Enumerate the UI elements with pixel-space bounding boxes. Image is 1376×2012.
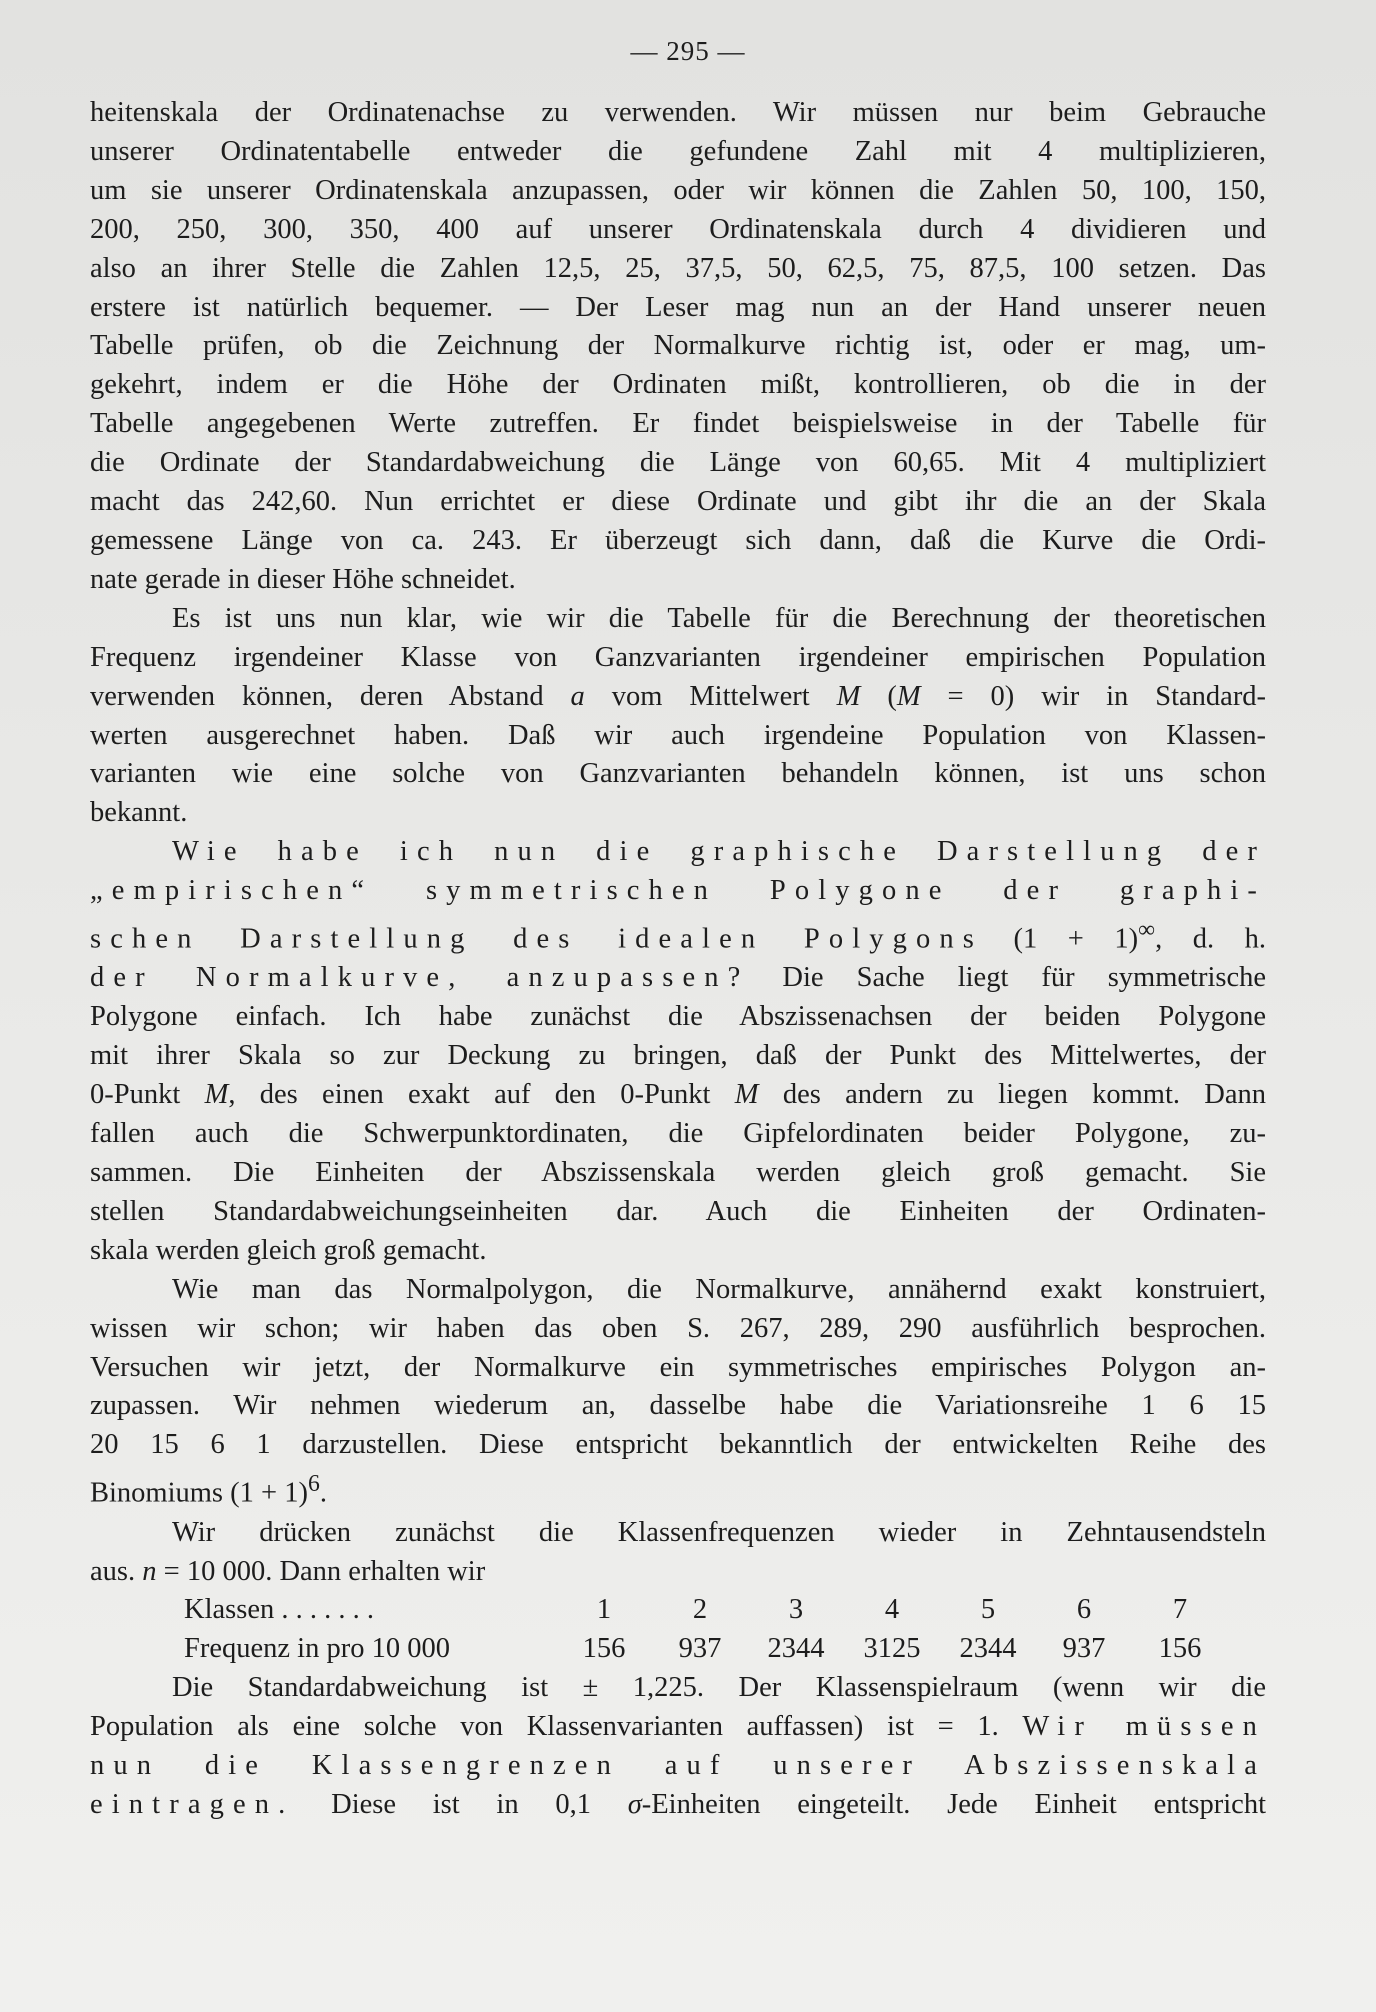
text-line: bekannt.: [90, 797, 188, 829]
text-line: macht das 242,60. Nun errichtet er diese Ordinate und gibt ihr die an der Skala: [90, 486, 1266, 518]
table-cell: 6: [1076, 1594, 1092, 1626]
table-row: [184, 1630, 1228, 1669]
text-line: gemessene Länge von ca. 243. Er überzeugt sich dann, daß die Kurve die Ordi-: [90, 524, 1266, 556]
table-cell: 937: [678, 1633, 722, 1665]
text-line: fallen auch die Schwerpunktordinaten, die Gipfelordinaten beider Polygone, zu-: [90, 1118, 1266, 1150]
text-line: werten ausgerechnet haben. Daß wir auch irgendeine Population von Klassen-: [90, 719, 1266, 751]
text-line: die Ordinate der Standardabweichung die Länge von 60,65. Mit 4 multipliziert: [90, 447, 1266, 479]
body-text: [90, 94, 1266, 1825]
table-cell: 2344: [767, 1633, 825, 1665]
text-line: Binomiums $(1 + 1)^6$.: [90, 1471, 327, 1509]
text-line: Wir drücken zunächst die Klassenfrequenzen wieder in Zehntausendsteln: [172, 1516, 1266, 1548]
text-line: sammen. Die Einheiten der Abszissenskala werden gleich groß gemacht. Sie: [90, 1156, 1266, 1188]
text-line: Wie man das Normalpolygon, die Normalkurve, annähernd exakt konstruiert,: [172, 1273, 1266, 1305]
table-cell: 2344: [959, 1633, 1017, 1665]
text-line: stellen Standardabweichungseinheiten dar. Auch die Einheiten der Ordinaten-: [90, 1195, 1266, 1227]
text-line: zupassen. Wir nehmen wiederum an, dasselbe habe die Variationsreihe 1 6 15: [90, 1390, 1266, 1422]
frequency-table: [184, 1591, 1228, 1669]
text-line: schen Darstellung des idealen Polygons (1 + 1)∞, d. h.: [90, 917, 1267, 955]
row-label: Klassen . . . . . . .: [184, 1594, 374, 1626]
table-cell: 156: [582, 1633, 626, 1665]
text-line: unserer Ordinatentabelle entweder die gefundene Zahl mit 4 multiplizieren,: [90, 135, 1266, 167]
text-line: Versuchen wir jetzt, der Normalkurve ein symmetrisches empirisches Polygon an-: [90, 1351, 1266, 1383]
text-line: Population als eine solche von Klassenvarianten auffassen) ist = 1. Wir müssen: [90, 1711, 1266, 1743]
table-cell: 5: [980, 1594, 996, 1626]
text-line: 0-Punkt M, des einen exakt auf den 0-Punkt M des andern zu liegen kommt. Dann: [90, 1079, 1267, 1111]
text-line: heitenskala der Ordinatenachse zu verwenden. Wir müssen nur beim Gebrauche: [90, 97, 1266, 128]
table-cell: 1: [596, 1594, 612, 1626]
text-line: skala werden gleich groß gemacht.: [90, 1234, 487, 1266]
text-line: gekehrt, indem er die Höhe der Ordinaten mißt, kontrollieren, ob die in der: [90, 369, 1266, 401]
table-row: [184, 1591, 1228, 1630]
text-line: Polygone einfach. Ich habe zunächst die Abszissenachsen der beiden Polygone: [90, 1001, 1266, 1033]
text-line: der Normalkurve, anzupassen? Die Sache liegt für symmetrische: [90, 962, 1266, 994]
text-line: mit ihrer Skala so zur Deckung zu bringen, daß der Punkt des Mittelwertes, der: [90, 1040, 1266, 1072]
text-line: Frequenz irgendeiner Klasse von Ganzvarianten irgendeiner empirischen Population: [90, 641, 1266, 673]
text-line: varianten wie eine solche von Ganzvarianten behandeln können, ist uns schon: [90, 758, 1266, 790]
text-line: nun die Klassengrenzen auf unserer Abszissenskala: [90, 1750, 1266, 1782]
table-cell: 2: [692, 1594, 708, 1626]
text-line: 200, 250, 300, 350, 400 auf unserer Ordinatenskala durch 4 dividieren und: [90, 213, 1266, 245]
text-line: Es ist uns nun klar, wie wir die Tabelle für die Berechnung der theoretischen: [172, 602, 1266, 634]
text-line: nate gerade in dieser Höhe schneidet.: [90, 563, 516, 595]
table-cell: 7: [1172, 1594, 1188, 1626]
text-line: eintragen. Diese ist in 0,1 σ-Einheiten eingeteilt. Jede Einheit entspricht: [90, 1788, 1266, 1820]
text-line: um sie unserer Ordinatenskala anzupassen, oder wir können die Zahlen 50, 100, 150,: [90, 174, 1266, 206]
table-cell: 3125: [863, 1633, 921, 1665]
text-line: verwenden können, deren Abstand a vom Mittelwert M (M = 0) wir in Standard-: [90, 680, 1267, 712]
text-line: wissen wir schon; wir haben das oben S. 267, 289, 290 ausführlich besprochen.: [90, 1312, 1266, 1344]
row-label: Frequenz in pro 10 000: [184, 1633, 450, 1665]
text-line: Wie habe ich nun die graphische Darstellung der: [172, 836, 1266, 868]
table-cell: 937: [1062, 1633, 1106, 1665]
text-line: „empirischen“ symmetrischen Polygone der graphi-: [90, 875, 1266, 907]
table-cell: 3: [788, 1594, 804, 1626]
table-cell: 156: [1158, 1633, 1202, 1665]
text-line: 20 15 6 1 darzustellen. Diese entspricht bekanntlich der entwickelten Reihe des: [90, 1429, 1266, 1461]
text-line: Tabelle angegebenen Werte zutreffen. Er findet beispielsweise in der Tabelle für: [90, 408, 1266, 440]
table-cell: 4: [884, 1594, 900, 1626]
text-line: Die Standardabweichung ist ± 1,225. Der Klassenspielraum (wenn wir die: [172, 1672, 1266, 1704]
text-line: erstere ist natürlich bequemer. — Der Leser mag nun an der Hand unserer neuen: [90, 291, 1266, 323]
text-line: aus. n = 10 000. Dann erhalten wir: [90, 1555, 486, 1587]
page-number: — 295 —: [630, 36, 746, 66]
text-line: Tabelle prüfen, ob die Zeichnung der Normalkurve richtig ist, oder er mag, um-: [90, 330, 1266, 362]
text-line: also an ihrer Stelle die Zahlen 12,5, 25, 37,5, 50, 62,5, 75, 87,5, 100 setzen. Das: [90, 252, 1266, 284]
